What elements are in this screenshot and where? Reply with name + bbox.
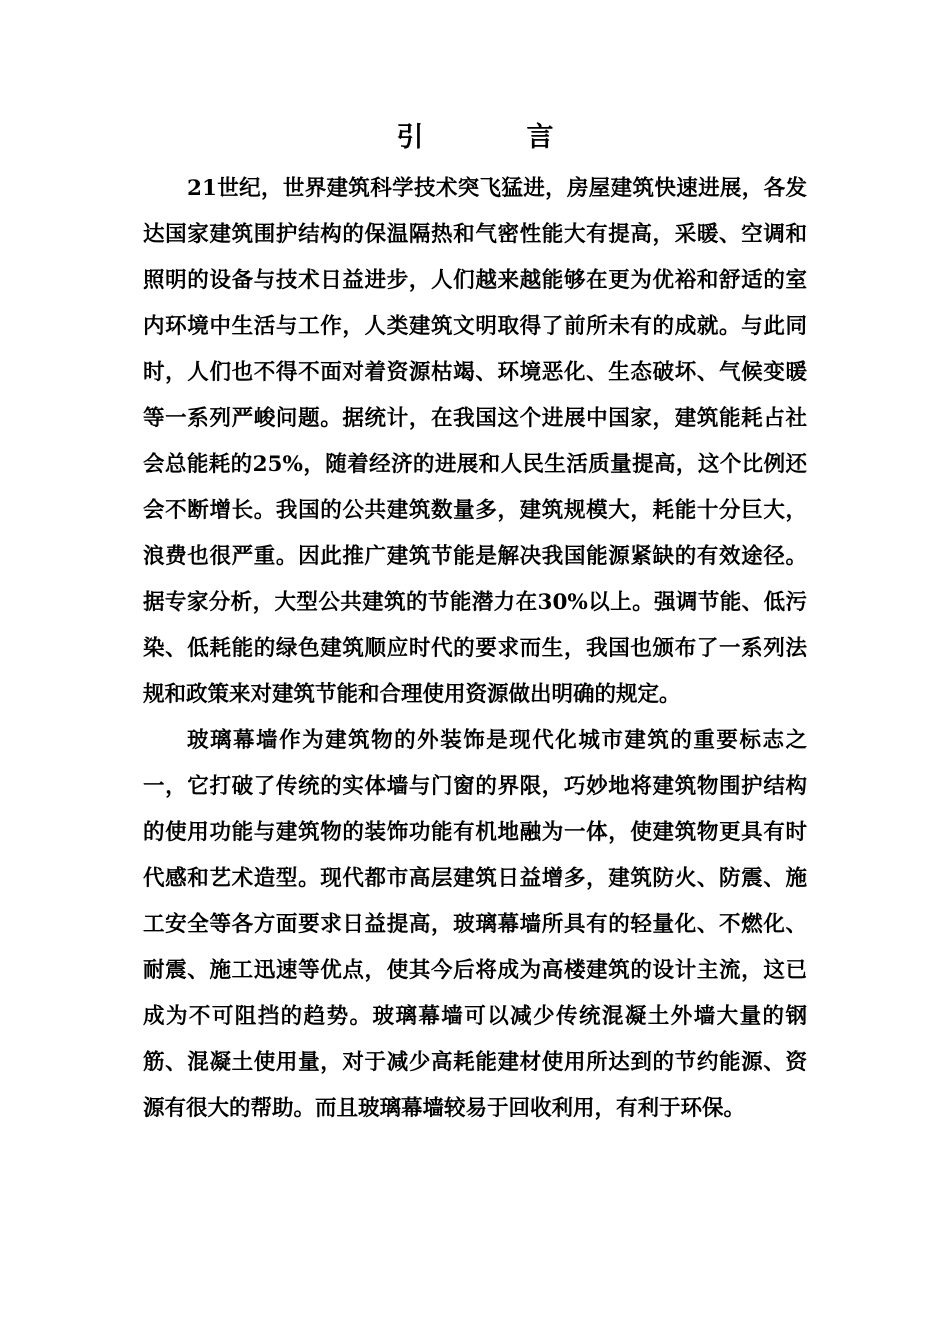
- paragraph-glass-curtain-wall: 玻璃幕墙作为建筑物的外装饰是现代化城市建筑的重要标志之一，它打破了传统的实体墙与门窗的界限，巧妙地将建筑物围护结构的使用功能与建筑物的装饰功能有机地融为一体，使建筑物更具有时代感和艺术造型。现代都市高层建筑日益增多，建筑防火、防震、施工安全等各方面要求日益提高，玻璃幕墙所具有的轻量化、不燃化、耐震、施工迅速等优点，使其今后将成为高楼建筑的设计主流，这已成为不可阻挡的趋势。玻璃幕墙可以减少传统混凝土外墙大量的钢筋、混凝土使用量，对于减少高耗能建材使用所达到的节约能源、资源有很大的帮助。而且玻璃幕墙较易于回收利用，有利于环保。: [143, 728, 807, 1121]
- document-page: [143, 118, 807, 1132]
- paragraph-intro: 21世纪，世界建筑科学技术突飞猛进，房屋建筑快速进展，各发达国家建筑围护结构的保温隔热和气密性能大有提高，采暖、空调和照明的设备与技术日益进步，人们越来越能够在更为优裕和舒适的室内环境中生活与工作，人类建筑文明取得了前所未有的成就。与此同时，人们也不得不面对着资源枯竭、环境恶化、生态破坏、气候变暖等一系列严峻问题。据统计，在我国这个进展中国家，建筑能耗占社会总能耗的25%，随着经济的进展和人民生活质量提高，这个比例还会不断增长。我国的公共建筑数量多，建筑规模大，耗能十分巨大，浪费也很严重。因此推广建筑节能是解决我国能源紧缺的有效途径。据专家分析，大型公共建筑的节能潜力在30%以上。强调节能、低污染、低耗能的绿色建筑顺应时代的要求而生，我国也颁布了一系列法规和政策来对建筑节能和合理使用资源做出明确的规定。: [143, 176, 807, 707]
- document-title: 引 言: [396, 122, 592, 153]
